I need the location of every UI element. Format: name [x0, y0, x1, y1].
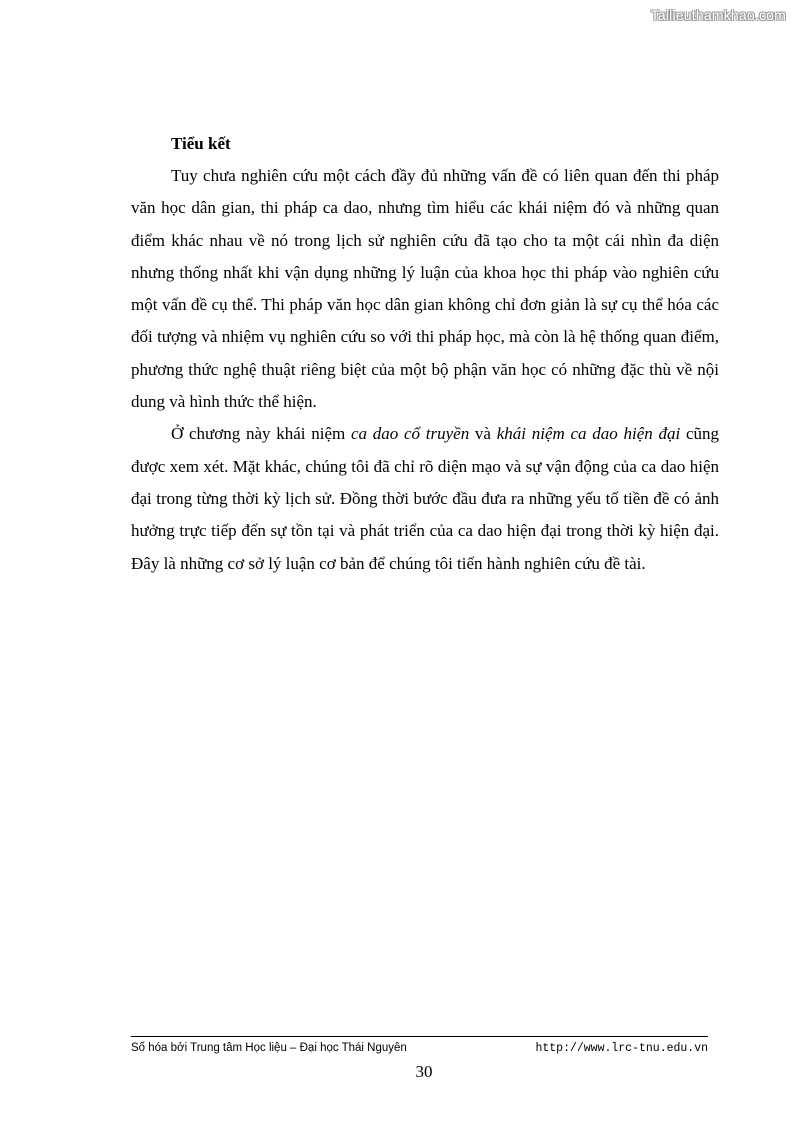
document-body: [131, 128, 719, 580]
paragraph-2-text-2: và: [469, 424, 497, 444]
term-ca-dao-co-truyen: ca dao cổ truyền: [350, 424, 470, 444]
footer-source-text: Số hóa bởi Trung tâm Học liệu – Đại học Thái Nguyên: [131, 1042, 407, 1054]
footer-divider: [131, 1036, 708, 1037]
page-number: 30: [415, 1062, 433, 1081]
section-heading: Tiểu kết: [171, 134, 231, 153]
paragraph-1: Tuy chưa nghiên cứu một cách đầy đủ những vấn đề có liên quan đến thi pháp văn học dân gian, thi pháp ca dao, nhưng tìm hiểu các khái niệm đó và những quan điểm khác nhau về nó trong lịch sử nghiên cứu đã tạo cho ta một cái nhìn đa diện nhưng thống nhất khi vận dụng những lý luận của khoa học thi pháp vào nghiên cứu một vấn đề cụ thể. Thi pháp văn học dân gian không chỉ đơn giản là sự cụ thể hóa các đối tượng và nhiệm vụ nghiên cứu so với thi pháp học, mà còn là hệ thống quan điểm, phương thức nghệ thuật riêng biệt của một bộ phận văn học có những đặc thù về nội dung và hình thức thể hiện.: [131, 166, 719, 412]
paragraph-2: [131, 418, 719, 579]
footer-url: http://www.lrc-tnu.edu.vn: [535, 1042, 708, 1055]
watermark-text: Tailieuthamkhao.com: [650, 7, 786, 23]
paragraph-2-text-3: cũng được xem xét. Mặt khác, chúng tôi đã chỉ rõ diện mạo và sự vận động của ca dao hiện đại trong từng thời kỳ lịch sử. Đồng thời bước đầu đưa ra những yếu tố tiền đề có ảnh hưởng trực tiếp đến sự tồn tại và phát triển của ca dao hiện đại trong thời kỳ hiện đại. Đây là những cơ sở lý luận cơ bản để chúng tôi tiến hành nghiên cứu đề tài.: [131, 424, 719, 573]
paragraph-2-text-1: Ở chương này khái niệm: [171, 424, 351, 444]
term-ca-dao-hien-dai: khái niệm ca dao hiện đại: [496, 424, 681, 444]
